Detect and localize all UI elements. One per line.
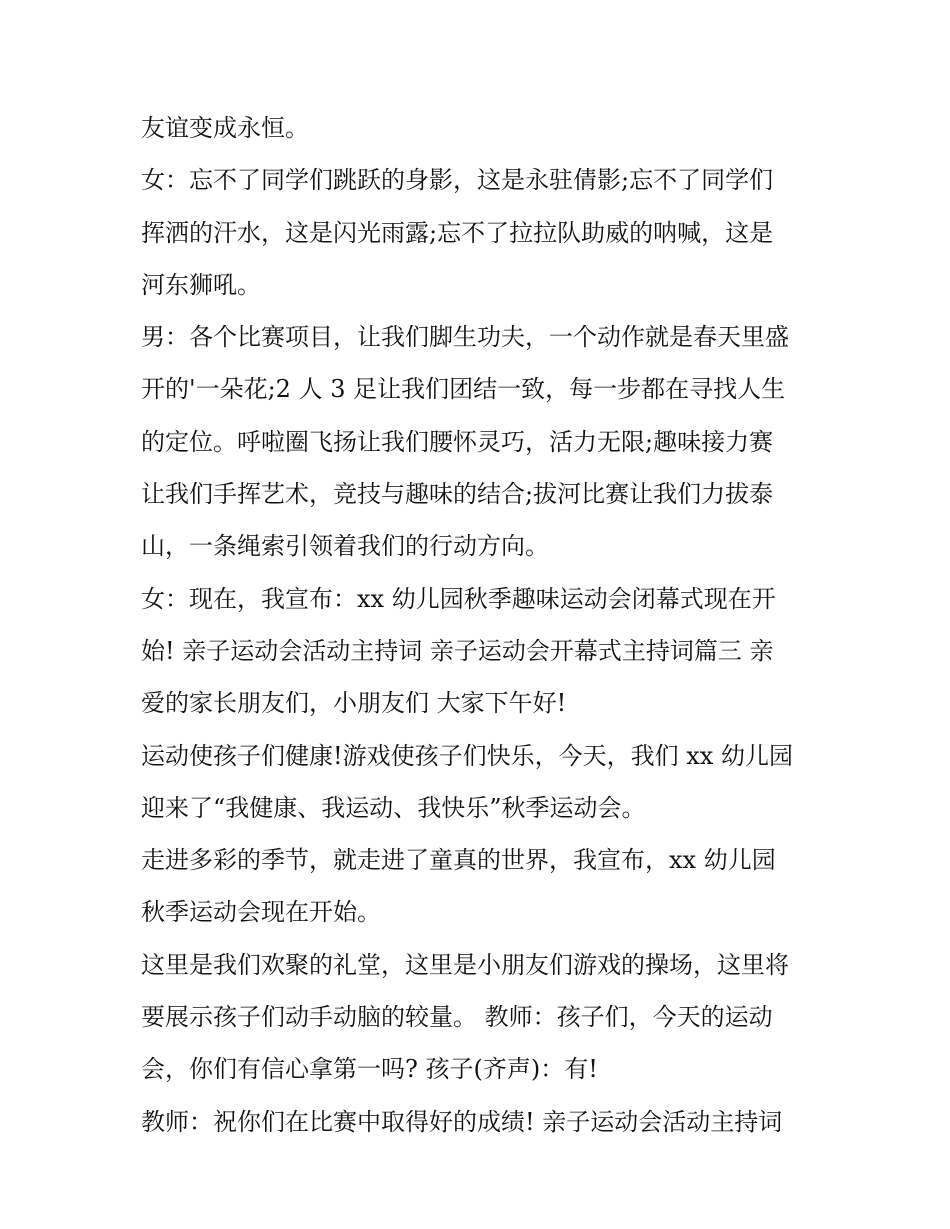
- text-line: 开的'一朵花;2 人 3 足让我们团结一致，每一步都在寻找人生: [141, 375, 786, 404]
- text-line: 的定位。呼啦圈飞扬让我们腰怀灵巧，活力无限;趣味接力赛: [141, 427, 774, 456]
- text-line: 女：现在，我宣布：xx 幼儿园秋季趣味运动会闭幕式现在开: [141, 584, 776, 613]
- text-line: 会，你们有信心拿第一吗? 孩子(齐声)：有!: [141, 1055, 598, 1084]
- text-line: 这里是我们欢聚的礼堂，这里是小朋友们游戏的操场，这里将: [141, 950, 789, 979]
- document-body: [141, 102, 821, 1148]
- text-line: 河东狮吼。: [141, 270, 261, 299]
- text-line: 秋季运动会现在开始。: [141, 898, 381, 927]
- text-line: 女：忘不了同学们跳跃的身影，这是永驻倩影;忘不了同学们: [141, 166, 774, 195]
- text-line: 要展示孩子们动手动脑的较量。 教师：孩子们，今天的运动: [141, 1003, 773, 1032]
- text-line: 运动使孩子们健康!游戏使孩子们快乐，今天，我们 xx 幼儿园: [141, 741, 793, 770]
- text-line: 始! 亲子运动会活动主持词 亲子运动会开幕式主持词篇三 亲: [141, 636, 774, 665]
- text-line: 山，一条绳索引领着我们的行动方向。: [141, 532, 549, 561]
- text-line: 挥洒的汗水，这是闪光雨露;忘不了拉拉队助威的呐喊，这是: [141, 218, 774, 247]
- text-line: 男：各个比赛项目，让我们脚生功夫，一个动作就是春天里盛: [141, 323, 789, 352]
- text-line: 迎来了“我健康、我运动、我快乐”秋季运动会。: [141, 793, 646, 822]
- text-line: 走进多彩的季节，就走进了童真的世界，我宣布，xx 幼儿园: [141, 846, 776, 875]
- text-line: 友谊变成永恒。: [141, 114, 309, 142]
- text-line: 让我们手挥艺术，竞技与趣味的结合;拔河比赛让我们力拔泰: [141, 480, 774, 509]
- text-line: 爱的家长朋友们，小朋友们 大家下午好!: [141, 689, 567, 718]
- text-line: 教师：祝你们在比赛中取得好的成绩! 亲子运动会活动主持词: [141, 1107, 783, 1136]
